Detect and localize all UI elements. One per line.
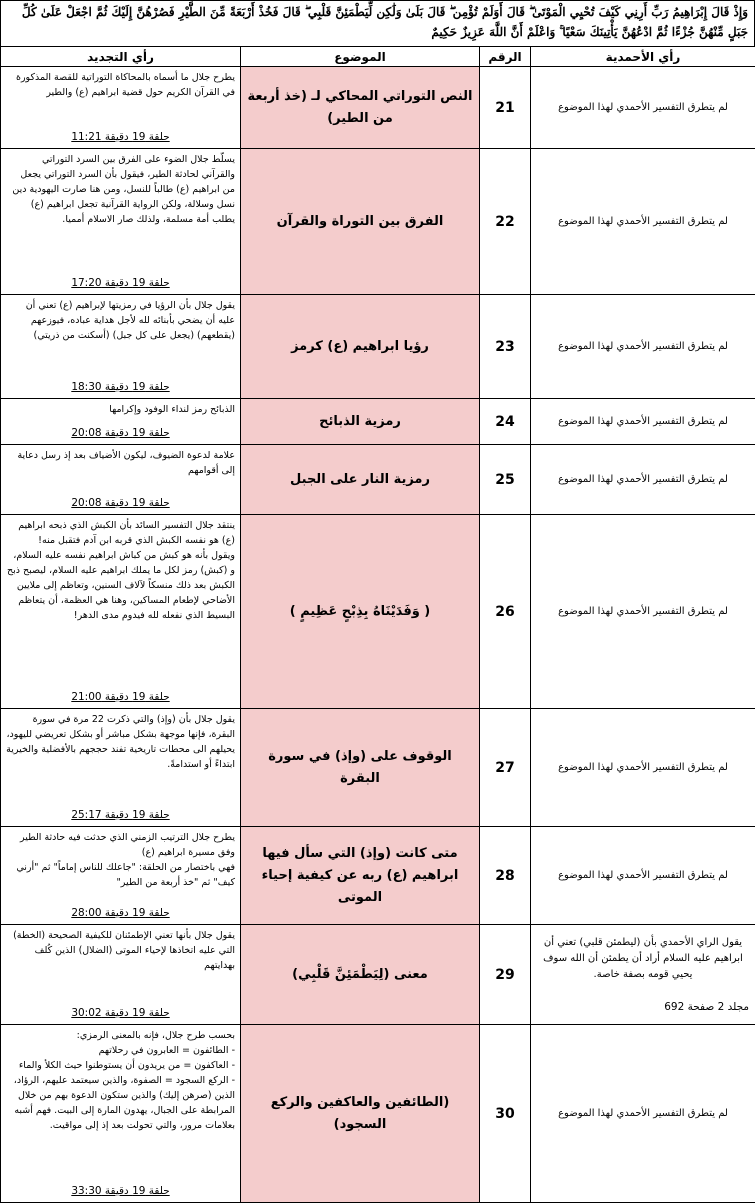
ahmadi-cell xyxy=(531,925,755,1025)
tajdid-text: يقول جلال بأن (وإذ) والتي ذكرت 22 مرة في سورة البقرة، فإنها موجهة بشكل مباشر أو بشكل تعريضي لليهود، يحيلهم الى محطات تاريخية تفند حججهم بالأفضلية والخيرية ابتداءً أو استدامةً. xyxy=(6,712,235,772)
ahmadi-text: لم يتطرق التفسير الأحمدي لهذا الموضوع xyxy=(558,341,728,352)
comparison-table xyxy=(0,46,755,1203)
ahmadi-cell xyxy=(531,515,755,709)
table-row xyxy=(1,709,755,827)
number-cell: 28 xyxy=(480,827,531,925)
number-cell: 24 xyxy=(480,399,531,445)
ahmadi-text: لم يتطرق التفسير الأحمدي لهذا الموضوع xyxy=(558,762,728,773)
number-cell: 26 xyxy=(480,515,531,709)
tajdid-text: بحسب طرح جلال، فإنه بالمعنى الرمزي: - الطائفون = العابرون في رحلاتهم - العاكفون = من يريدون أن يستوطنوا حيث الكلأ والماء - الركع السجود = الصفوة، والذين سيعتمد عليهم، الرؤاد، الذين (صرهن إليك) والذين ستكون الدعوة بهم من خلال المرابطة على الجبال، يهدون المارة إلى البيت. فهم أشبه بعلامات مرور، والتي تحولت بعد إذ إلى مواقيت. xyxy=(6,1028,235,1133)
ahmadi-cell xyxy=(531,827,755,925)
tajdid-text: يقول جلال بأنها تعني الإطمئنان للكيفية الصحيحة (الخطة) التي عليه اتخاذها لإحياء الموتى (الضلال) الذين كُلف بهدايتهم xyxy=(6,928,235,973)
tajdid-cell xyxy=(1,1025,241,1203)
ahmadi-cell xyxy=(531,445,755,515)
header-topic: الموضوع xyxy=(241,47,480,67)
topic-cell: رؤيا ابراهيم (ع) كرمز xyxy=(241,295,480,399)
episode-ref: حلقة 19 دقيقة 20:08 xyxy=(1,496,240,511)
number-cell: 27 xyxy=(480,709,531,827)
number-cell: 30 xyxy=(480,1025,531,1203)
tajdid-cell xyxy=(1,399,241,445)
tajdid-cell xyxy=(1,925,241,1025)
episode-ref: حلقة 19 دقيقة 11:21 xyxy=(1,130,240,145)
ahmadi-cell xyxy=(531,67,755,149)
number-cell: 22 xyxy=(480,149,531,295)
table-row xyxy=(1,149,755,295)
episode-ref: حلقة 19 دقيقة 20:08 xyxy=(1,426,240,441)
number-cell: 25 xyxy=(480,445,531,515)
ahmadi-text: لم يتطرق التفسير الأحمدي لهذا الموضوع xyxy=(558,216,728,227)
table-row xyxy=(1,399,755,445)
ahmadi-text: لم يتطرق التفسير الأحمدي لهذا الموضوع xyxy=(558,606,728,617)
tajdid-cell xyxy=(1,515,241,709)
episode-ref: حلقة 19 دقيقة 18:30 xyxy=(1,380,240,395)
tajdid-cell xyxy=(1,67,241,149)
tajdid-cell xyxy=(1,295,241,399)
tajdid-cell xyxy=(1,149,241,295)
number-cell: 29 xyxy=(480,925,531,1025)
table-row xyxy=(1,445,755,515)
header-row xyxy=(1,47,755,67)
table-row xyxy=(1,67,755,149)
topic-cell: رمزية النار على الجبل xyxy=(241,445,480,515)
tajdid-text: يطرح جلال الترتيب الزمني الذي حدثت فيه حادثة الطير وفق مسيرة ابراهيم (ع) فهي باختصار من الحلقة: "جاعلك للناس إماماً" ثم "أرني كيف" ثم "خذ أربعة من الطير" xyxy=(6,830,235,890)
table-row xyxy=(1,925,755,1025)
table-row xyxy=(1,1025,755,1203)
topic-cell: النص التوراتي المحاكي لـ (خذ أربعة من الطير) xyxy=(241,67,480,149)
number-cell: 23 xyxy=(480,295,531,399)
ahmadi-cell xyxy=(531,709,755,827)
header-ahmadi: رأي الأحمدية xyxy=(531,47,755,67)
tajdid-cell xyxy=(1,709,241,827)
tajdid-cell xyxy=(1,827,241,925)
ahmadi-cell xyxy=(531,1025,755,1203)
topic-cell: ( وَفَدَيْنَاهُ بِذِبْحٍ عَظِيمٍ ) xyxy=(241,515,480,709)
episode-ref: حلقة 19 دقيقة 21:00 xyxy=(1,690,240,705)
topic-cell: معنى (لِيَطْمَئِنَّ قَلْبِي) xyxy=(241,925,480,1025)
number-cell: 21 xyxy=(480,67,531,149)
table-row xyxy=(1,827,755,925)
tajdid-text: ينتقد جلال التفسير السائد بأن الكبش الذي ذبحه ابراهيم (ع) هو نفسه الكبش الذي قربه ابن آدم فتقبل منه! ويقول بأنه هو كبش من كباش ابراهيم نفسه عليه السلام، و (كبش) رمز لكل ما يملك ابراهيم عليه السلام، ليصبح ذبح الكبش بعد ذلك منسكاً لآلاف السنين، وتعاظم إلى ملايين الأضاحي لإطعام المساكين، وهنا هي العظمة، أن يتعاظم البسيط الذي نفعله لله فيدوم مدى الدهر! xyxy=(6,518,235,623)
topic-cell: الوقوف على (وإذ) في سورة البقرة xyxy=(241,709,480,827)
ahmadi-text: لم يتطرق التفسير الأحمدي لهذا الموضوع xyxy=(558,474,728,485)
verse-header: وَإِذْ قَالَ إِبْرَاهِيمُ رَبِّ أَرِنِي كَيْفَ تُحْيِي الْمَوْتَىٰ ۖ قَالَ أَوَلَمْ تُؤْمِن ۖ قَالَ بَلَىٰ وَلَٰكِن لِّيَطْمَئِنَّ قَلْبِي ۖ قَالَ فَخُذْ أَرْبَعَةً مِّنَ الطَّيْرِ فَصُرْهُنَّ إِلَيْكَ ثُمَّ اجْعَلْ عَلَىٰ كُلِّ جَبَلٍ مِّنْهُنَّ جُزْءًا ثُمَّ ادْعُهُنَّ يَأْتِينَكَ سَعْيًا ۚ وَاعْلَمْ أَنَّ اللَّهَ عَزِيزٌ حَكِيمٌ xyxy=(0,0,755,46)
table-row xyxy=(1,515,755,709)
ahmadi-text: لم يتطرق التفسير الأحمدي لهذا الموضوع xyxy=(558,1108,728,1119)
tajdid-text: يقول جلال بأن الرؤيا في رمزيتها لإبراهيم (ع) تعني أن عليه أن يضحي بأبنائه لله لأجل هداية عباده، فيوزعهم (يقطعهم) (يجعل على كل جبل) (أسكنت من ذريتي) xyxy=(6,298,235,343)
ahmadi-text: لم يتطرق التفسير الأحمدي لهذا الموضوع xyxy=(558,416,728,427)
topic-cell: (الطائفين والعاكفين والركع السجود) xyxy=(241,1025,480,1203)
header-number: الرقم xyxy=(480,47,531,67)
header-tajdid: رأي التجديد xyxy=(1,47,241,67)
tajdid-text: الذبائح رمز لنداء الوفود وإكرامها xyxy=(6,402,235,417)
episode-ref: حلقة 19 دقيقة 28:00 xyxy=(1,906,240,921)
tajdid-text: يطرح جلال ما أسماه بالمحاكاة التوراتية للقصة المذكورة في القرآن الكريم حول قضية ابراهيم (ع) والطير xyxy=(6,70,235,100)
episode-ref: حلقة 19 دقيقة 17:20 xyxy=(1,276,240,291)
tajdid-cell xyxy=(1,445,241,515)
ahmadi-cell xyxy=(531,399,755,445)
episode-ref: حلقة 19 دقيقة 25:17 xyxy=(1,808,240,823)
episode-ref: حلقة 19 دقيقة 30:02 xyxy=(1,1006,240,1021)
tajdid-text: علامة لدعوة الضيوف، ليكون الأضياف بعد إذ رسل دعاية إلى أقوامهم xyxy=(6,448,235,478)
topic-cell: رمزية الذبائح xyxy=(241,399,480,445)
ahmadi-cell xyxy=(531,295,755,399)
topic-cell: الفرق بين التوراة والقرآن xyxy=(241,149,480,295)
ahmadi-text: لم يتطرق التفسير الأحمدي لهذا الموضوع xyxy=(558,102,728,113)
table-row xyxy=(1,295,755,399)
ahmadi-text: لم يتطرق التفسير الأحمدي لهذا الموضوع xyxy=(558,870,728,881)
ahmadi-volume-ref: مجلد 2 صفحة 692 xyxy=(537,999,749,1015)
ahmadi-cell xyxy=(531,149,755,295)
episode-ref: حلقة 19 دقيقة 33:30 xyxy=(1,1184,240,1199)
ahmadi-text: يقول الراي الأحمدي بأن (ليطمئن قلبي) تعني أن ابراهيم عليه السلام أراد أن يطمئن أن الله سوف يحيي قومه بصفة خاصة. xyxy=(543,937,743,980)
topic-cell: متى كانت (وإذ) التي سأل فيها ابراهيم (ع) ربه عن كيفية إحياء الموتى xyxy=(241,827,480,925)
tajdid-text: يسلّط جلال الضوء على الفرق بين السرد التوراتي والقرآني لحادثة الطير، فيقول بأن السرد التوراتي يجعل من ابراهيم (ع) طالباً للنسل، ومن هنا صارت اليهودية دين نسل وسلالة، ولكن الرواية القرآنية تجعل ابراهيم (ع) يطلب أمة مسلمة، ولذلك صار الاسلام أمميا. xyxy=(6,152,235,227)
